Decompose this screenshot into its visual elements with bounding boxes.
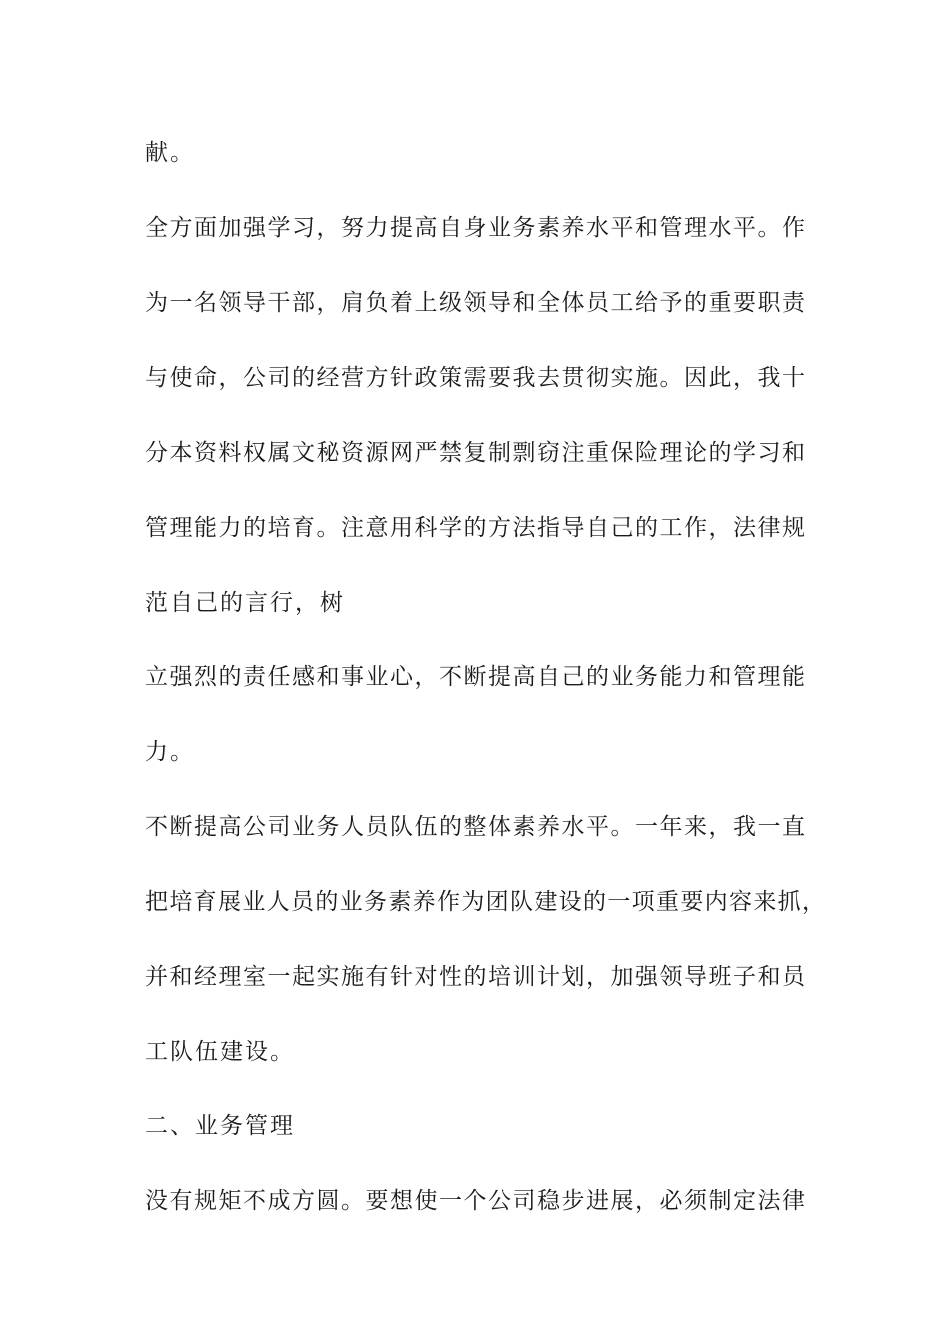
text-line: 工队伍建设。: [145, 1039, 295, 1065]
section-heading: 二、业务管理: [145, 1113, 295, 1139]
text-line: 把培育展业人员的业务素养作为团队建设的一项重要内容来抓，: [145, 889, 825, 915]
text-line: 为一名领导干部，肩负着上级领导和全体员工给予的重要职责: [145, 290, 805, 316]
text-line: 并和经理室一起实施有针对性的培训计划，加强领导班子和员: [145, 964, 805, 990]
text-line: 不断提高公司业务人员队伍的整体素养水平。一年来，我一直: [145, 814, 805, 840]
text-line: 全方面加强学习，努力提高自身业务素养水平和管理水平。作: [145, 215, 805, 241]
text-line: 管理能力的培育。注意用科学的方法指导自己的工作，法律规: [145, 515, 805, 541]
text-line: 没有规矩不成方圆。要想使一个公司稳步进展，必须制定法律: [145, 1188, 805, 1214]
text-line: 力。: [145, 739, 195, 765]
text-line: 分本资料权属文秘资源网严禁复制剽窃注重保险理论的学习和: [145, 440, 805, 466]
text-line: 献。: [145, 140, 195, 166]
text-line: 与使命，公司的经营方针政策需要我去贯彻实施。因此，我十: [145, 365, 805, 391]
text-line: 立强烈的责任感和事业心，不断提高自己的业务能力和管理能: [145, 664, 805, 690]
text-line: 范自己的言行，树: [145, 590, 345, 616]
